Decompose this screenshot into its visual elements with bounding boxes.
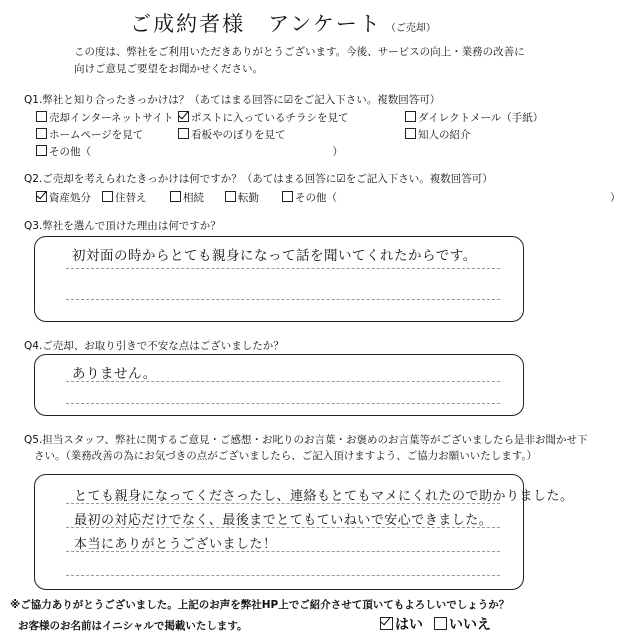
checkbox[interactable] <box>405 128 416 139</box>
q2-option-transfer[interactable]: 転勤 <box>225 190 259 205</box>
q1-option-referral[interactable]: 知人の紹介 <box>405 127 471 142</box>
q3-question: Q3.弊社を選んで頂けた理由は何ですか？ <box>24 220 221 232</box>
checkbox[interactable] <box>36 145 47 156</box>
consent-no[interactable]: いいえ <box>434 614 491 634</box>
checkbox[interactable] <box>282 191 293 202</box>
checkbox[interactable] <box>170 191 181 202</box>
q5-answer-line-3: 本当にありがとうございました！ <box>74 537 277 552</box>
q5-question: Q5.担当スタッフ、弊社に関するご意見・ご感想・お叱りのお言葉・お褒めのお言葉等がございましたら是非お聞かせ下 さい。（業務改善の為にお気づきの点がございましたら、ご記入頂けますよう、ご協力お願いいたします。） <box>24 434 588 462</box>
q5-line-4 <box>66 575 500 576</box>
q1-option-direct-mail[interactable]: ダイレクトメール（手紙） <box>405 110 543 125</box>
checkbox-checked[interactable] <box>178 111 189 122</box>
q1-option-other[interactable]: その他（ ） <box>36 144 343 159</box>
consent-yes[interactable]: はい <box>380 614 423 634</box>
q5-answer-line-2: 最初の対応だけでなく、最後までとてもていねいで安心できました。 <box>74 513 493 528</box>
checkbox-checked[interactable] <box>36 191 47 202</box>
initials-note: お客様のお名前はイニシャルで掲載いたします。 <box>18 620 248 632</box>
intro-text: この度は、弊社をご利用いただきありがとうございます。今後、サービスの向上・業務の改善に 向けご意見ご要望をお聞かせください。 <box>74 46 525 75</box>
checkbox[interactable] <box>102 191 113 202</box>
q2-option-other[interactable]: その他（ ） <box>282 190 621 205</box>
checkbox[interactable] <box>36 111 47 122</box>
checkbox[interactable] <box>225 191 236 202</box>
q1-option-homepage[interactable]: ホームページを見て <box>36 127 143 142</box>
q2-option-inheritance[interactable]: 相続 <box>170 190 204 205</box>
q2-option-relocation[interactable]: 住替え <box>102 190 147 205</box>
q1-option-flyer[interactable]: ポストに入っているチラシを見て <box>178 110 349 125</box>
checkbox[interactable] <box>178 128 189 139</box>
q1-option-signboard[interactable]: 看板やのぼりを見て <box>178 127 286 142</box>
q1-question: Q1.弊社と知り合ったきっかけは？（あてはまる回答に☑をご記入下さい。複数回答可） <box>24 94 441 106</box>
q3-line-2 <box>66 299 500 300</box>
q4-question: Q4.ご売却、お取り引きで不安な点はございましたか？ <box>24 340 284 352</box>
checkbox[interactable] <box>36 128 47 139</box>
page-title: ご成約者様 アンケート （ご売却） <box>130 12 436 36</box>
q2-option-asset-disposal[interactable]: 資産処分 <box>36 190 91 205</box>
q3-answer: 初対面の時からとても親身になって話を聞いてくれたからです。 <box>72 248 477 264</box>
consent-question: ※ご協力ありがとうございました。上記のお声を弊社HP上でご紹介させて頂いてもよろしいでしょうか？ <box>10 599 510 611</box>
q5-answer-line-1: とても親身になってくださったし、連絡もとてもマメにくれたので助かりました。 <box>74 489 574 504</box>
checkbox[interactable] <box>434 617 447 630</box>
checkbox[interactable] <box>405 111 416 122</box>
checkbox-checked[interactable] <box>380 617 393 630</box>
page-subtitle: （ご売却） <box>385 23 436 34</box>
q3-line-1 <box>66 268 500 269</box>
q4-answer: ありません。 <box>72 366 157 382</box>
q4-line-2 <box>66 403 500 404</box>
q1-option-internet[interactable]: 売却インターネットサイト <box>36 110 173 125</box>
q2-question: Q2.ご売却を考えられたきっかけは何ですか？（あてはまる回答に☑をご記入下さい。複数回答可） <box>24 173 493 185</box>
